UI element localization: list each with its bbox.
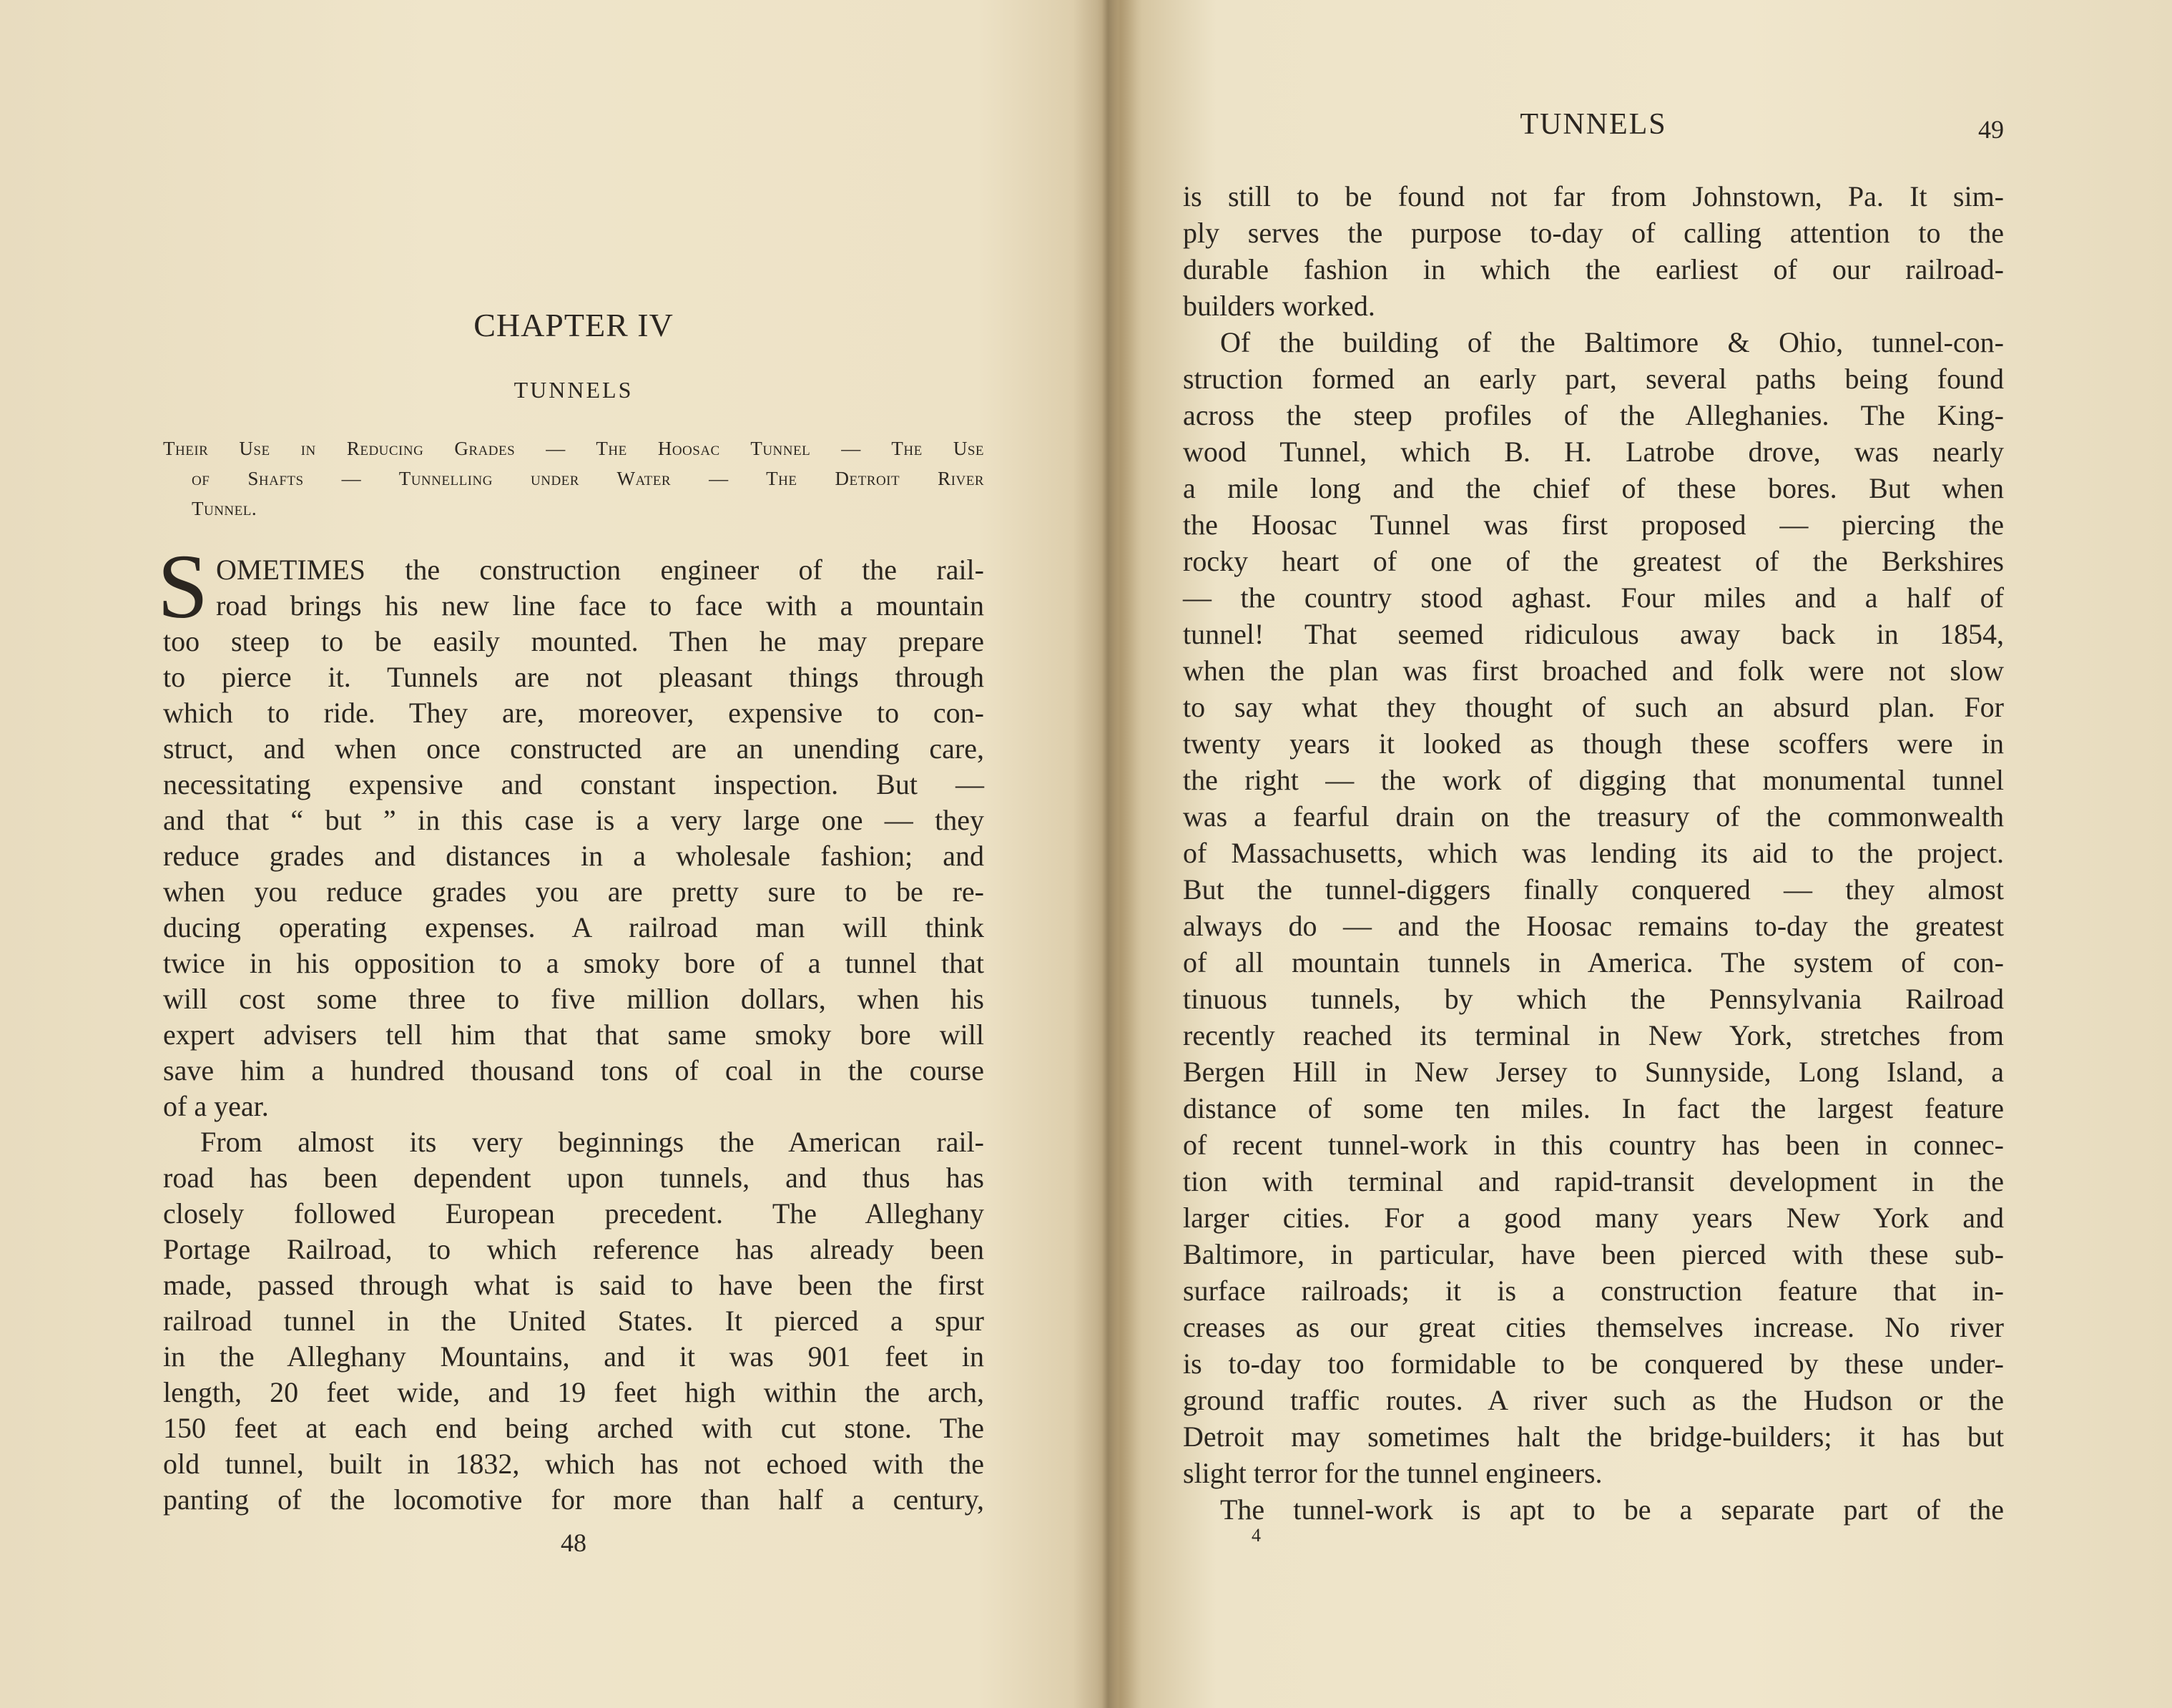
text-line: slight terror for the tunnel engineers. (1183, 1457, 1603, 1489)
text-line: railroad tunnel in the United States. It pierced a spur (163, 1305, 984, 1337)
chapter-title: CHAPTER IV (473, 307, 674, 343)
text-line: save him a hundred thousand tons of coal in the course (163, 1054, 984, 1086)
text-line: across the steep profiles of the Alleghanies. The King- (1183, 399, 2004, 431)
text-line: larger cities. For a good many years New York and (1183, 1202, 2004, 1234)
chapter-summary (163, 433, 984, 524)
text-line: always do — and the Hoosac remains to-day the greatest (1183, 910, 2004, 942)
text-line: to say what they thought of such an absurd plan. For (1183, 691, 2004, 723)
signature-mark: 4 (1252, 1525, 1261, 1546)
text-line: of all mountain tunnels in America. The system of con- (1183, 946, 2004, 978)
text-line: which to ride. They are, moreover, expensive to con- (163, 697, 984, 729)
summary-line: Their Use in Reducing Grades — The Hoosac Tunnel — The Use (163, 438, 984, 459)
text-line: The tunnel-work is apt to be a separate part of the (1220, 1493, 2004, 1526)
page-number: 49 (1978, 115, 2004, 144)
text-line: Baltimore, in particular, have been pierced with these sub- (1183, 1238, 2004, 1270)
text-line: Bergen Hill in New Jersey to Sunnyside, Long Island, a (1183, 1056, 2004, 1088)
right-page (1183, 0, 2004, 1708)
text-line: old tunnel, built in 1832, which has not echoed with the (163, 1448, 984, 1480)
text-line: of Massachusetts, which was lending its aid to the project. (1183, 837, 2004, 869)
text-line: tion with terminal and rapid-transit development in the (1183, 1165, 2004, 1197)
text-line: when the plan was first broached and folk were not slow (1183, 654, 2004, 687)
text-line: a mile long and the chief of these bores. But when (1183, 472, 2004, 504)
text-line: — the country stood aghast. Four miles and a half of (1183, 581, 2004, 614)
text-line: creases as our great cities themselves increase. No river (1183, 1311, 2004, 1343)
summary-line: Tunnel. (192, 498, 257, 519)
drop-cap: S (157, 536, 209, 637)
text-line: when you reduce grades you are pretty sure to be re- (163, 875, 984, 908)
text-line: ground traffic routes. A river such as the Hudson or the (1183, 1384, 2004, 1416)
text-line: OMETIMES the construction engineer of the rail- (216, 554, 984, 586)
text-line: is still to be found not far from Johnstown, Pa. It sim- (1183, 180, 2004, 212)
text-line: ply serves the purpose to-day of calling attention to the (1183, 217, 2004, 249)
text-line: rocky heart of one of the greatest of the Berkshires (1183, 545, 2004, 577)
text-line: Detroit may sometimes halt the bridge-builders; it has but (1183, 1420, 2004, 1453)
text-line: struction formed an early part, several paths being found (1183, 363, 2004, 395)
text-line: of recent tunnel-work in this country has been in connec- (1183, 1129, 2004, 1161)
text-line: tinuous tunnels, by which the Pennsylvania Railroad (1183, 983, 2004, 1015)
text-line: 150 feet at each end being arched with cut stone. The (163, 1412, 984, 1444)
text-line: of a year. (163, 1090, 269, 1122)
text-line: to pierce it. Tunnels are not pleasant things through (163, 661, 984, 693)
text-line: the Hoosac Tunnel was first proposed — piercing the (1183, 509, 2004, 541)
text-line: Portage Railroad, to which reference has already been (163, 1233, 984, 1265)
page-number: 48 (561, 1528, 586, 1557)
text-line: road brings his new line face to face with a mountain (216, 589, 984, 622)
text-line: distance of some ten miles. In fact the largest feature (1183, 1092, 2004, 1124)
text-line: ducing operating expenses. A railroad man will think (163, 911, 984, 943)
text-line: recently reached its terminal in New York, stretches from (1183, 1019, 2004, 1051)
text-line: closely followed European precedent. The Alleghany (163, 1197, 984, 1230)
summary-line: of Shafts — Tunnelling under Water — The Detroit River (192, 468, 984, 489)
text-line: panting of the locomotive for more than half a century, (163, 1483, 984, 1516)
chapter-subtitle: TUNNELS (513, 377, 634, 403)
text-line: reduce grades and distances in a wholesale fashion; and (163, 840, 984, 872)
text-line: length, 20 feet wide, and 19 feet high within the arch, (163, 1376, 984, 1408)
text-line: wood Tunnel, which B. H. Latrobe drove, was nearly (1183, 436, 2004, 468)
text-line: From almost its very beginnings the American rail- (200, 1126, 984, 1158)
text-line: made, passed through what is said to have been the first (163, 1269, 984, 1301)
text-line: and that “ but ” in this case is a very large one — they (163, 804, 984, 836)
text-line: road has been dependent upon tunnels, and thus has (163, 1162, 984, 1194)
text-line: twice in his opposition to a smoky bore of a tunnel that (163, 947, 984, 979)
text-line: necessitating expensive and constant inspection. But — (163, 768, 984, 800)
text-line: durable fashion in which the earliest of our railroad- (1183, 253, 2004, 285)
text-line: expert advisers tell him that that same smoky bore will (163, 1019, 984, 1051)
text-line: But the tunnel-diggers finally conquered — they almost (1183, 873, 2004, 905)
text-line: was a fearful drain on the treasury of the commonwealth (1183, 800, 2004, 833)
text-line: tunnel! That seemed ridiculous away back in 1854, (1183, 618, 2004, 650)
text-line: twenty years it looked as though these scoffers were in (1183, 727, 2004, 760)
left-page (157, 0, 984, 1708)
book-gutter (1073, 0, 1137, 1708)
text-line: will cost some three to five million dollars, when his (163, 983, 984, 1015)
text-line: builders worked. (1183, 290, 1375, 322)
running-head: TUNNELS (1520, 108, 1667, 141)
text-line: Of the building of the Baltimore & Ohio, tunnel-con- (1220, 326, 2004, 358)
text-line: is to-day too formidable to be conquered by these under- (1183, 1348, 2004, 1380)
text-line: struct, and when once constructed are an unending care, (163, 732, 984, 765)
text-line: the right — the work of digging that monumental tunnel (1183, 764, 2004, 796)
text-line: in the Alleghany Mountains, and it was 901 feet in (163, 1340, 984, 1373)
text-line: too steep to be easily mounted. Then he may prepare (163, 625, 984, 657)
text-line: surface railroads; it is a construction feature that in- (1183, 1275, 2004, 1307)
